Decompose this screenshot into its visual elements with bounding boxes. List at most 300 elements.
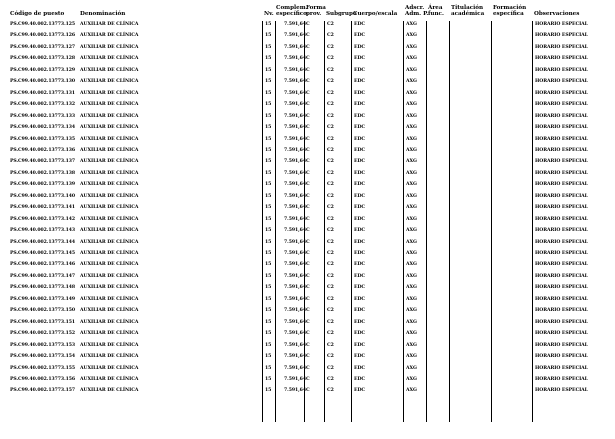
cell-complemento: 7.591,64 xyxy=(284,239,306,245)
cell-forma: C xyxy=(306,79,310,85)
cell-cuerpo: EDC xyxy=(354,79,365,85)
table-row xyxy=(0,376,615,387)
cell-complemento: 7.591,64 xyxy=(284,113,306,119)
cell-cuerpo: EDC xyxy=(354,159,365,165)
table-row xyxy=(0,365,615,376)
header-subgrupo: Subgrupo xyxy=(326,11,357,17)
cell-adscripcion: AXG xyxy=(406,170,417,176)
cell-nivel: 15 xyxy=(265,136,272,142)
cell-nivel: 15 xyxy=(265,228,272,234)
cell-observaciones: HORARIO ESPECIAL xyxy=(535,331,588,337)
cell-cuerpo: EDC xyxy=(354,182,365,188)
cell-cuerpo: EDC xyxy=(354,205,365,211)
cell-adscripcion: AXG xyxy=(406,342,417,348)
cell-forma: C xyxy=(306,342,310,348)
cell-complemento: 7.591,64 xyxy=(284,319,306,325)
cell-forma: C xyxy=(306,170,310,176)
cell-nivel: 15 xyxy=(265,342,272,348)
cell-subgrupo: C2 xyxy=(327,79,334,85)
cell-adscripcion: AXG xyxy=(406,79,417,85)
cell-codigo: PS.C99.40.002.13773.147 xyxy=(10,273,76,279)
cell-forma: C xyxy=(306,182,310,188)
cell-forma: C xyxy=(306,102,310,108)
table-row xyxy=(0,67,615,78)
cell-subgrupo: C2 xyxy=(327,22,334,27)
cell-denominacion: AUXILIAR DE CLÍNICA xyxy=(80,205,139,211)
header-nivel: Nv. xyxy=(264,11,274,17)
cell-forma: C xyxy=(306,205,310,211)
cell-cuerpo: EDC xyxy=(354,113,365,119)
cell-complemento: 7.591,64 xyxy=(284,22,306,27)
cell-complemento: 7.591,64 xyxy=(284,102,306,108)
cell-subgrupo: C2 xyxy=(327,239,334,245)
cell-nivel: 15 xyxy=(265,67,272,73)
cell-complemento: 7.591,64 xyxy=(284,67,306,73)
table-row xyxy=(0,21,615,32)
cell-codigo: PS.C99.40.002.13773.137 xyxy=(10,159,76,165)
header-titulacion-line2: académica xyxy=(451,11,485,17)
cell-adscripcion: AXG xyxy=(406,251,417,256)
table-row xyxy=(0,216,615,227)
cell-forma: C xyxy=(306,296,310,302)
cell-observaciones: HORARIO ESPECIAL xyxy=(535,90,588,96)
cell-observaciones: HORARIO ESPECIAL xyxy=(535,319,588,325)
header-complemento-line1: Complem. xyxy=(276,5,308,11)
cell-adscripcion: AXG xyxy=(406,388,417,394)
header-forma-line1: Forma xyxy=(306,5,326,11)
cell-adscripcion: AXG xyxy=(406,147,417,153)
cell-nivel: 15 xyxy=(265,159,272,165)
table-row xyxy=(0,113,615,124)
cell-cuerpo: EDC xyxy=(354,285,365,291)
table-row xyxy=(0,170,615,181)
cell-codigo: PS.C99.40.002.13773.157 xyxy=(10,388,76,394)
cell-cuerpo: EDC xyxy=(354,44,365,50)
cell-cuerpo: EDC xyxy=(354,136,365,142)
table-row xyxy=(0,136,615,147)
cell-complemento: 7.591,64 xyxy=(284,342,306,348)
cell-nivel: 15 xyxy=(265,56,272,62)
cell-observaciones: HORARIO ESPECIAL xyxy=(535,147,588,153)
cell-denominacion: AUXILIAR DE CLÍNICA xyxy=(80,159,139,165)
cell-subgrupo: C2 xyxy=(327,182,334,188)
cell-denominacion: AUXILIAR DE CLÍNICA xyxy=(80,22,139,27)
header-cuerpo: Cuerpo/escala xyxy=(353,11,398,17)
cell-observaciones: HORARIO ESPECIAL xyxy=(535,170,588,176)
cell-complemento: 7.591,64 xyxy=(284,251,306,256)
table-row xyxy=(0,55,615,66)
cell-nivel: 15 xyxy=(265,216,272,222)
cell-subgrupo: C2 xyxy=(327,56,334,62)
cell-adscripcion: AXG xyxy=(406,44,417,50)
cell-complemento: 7.591,64 xyxy=(284,216,306,222)
cell-denominacion: AUXILIAR DE CLÍNICA xyxy=(80,354,139,360)
cell-nivel: 15 xyxy=(265,251,272,256)
cell-denominacion: AUXILIAR DE CLÍNICA xyxy=(80,342,139,348)
cell-nivel: 15 xyxy=(265,319,272,325)
cell-observaciones: HORARIO ESPECIAL xyxy=(535,251,588,256)
cell-codigo: PS.C99.40.002.13773.151 xyxy=(10,319,76,325)
cell-observaciones: HORARIO ESPECIAL xyxy=(535,388,588,394)
cell-denominacion: AUXILIAR DE CLÍNICA xyxy=(80,56,139,62)
cell-cuerpo: EDC xyxy=(354,365,365,371)
cell-subgrupo: C2 xyxy=(327,365,334,371)
cell-cuerpo: EDC xyxy=(354,125,365,131)
cell-subgrupo: C2 xyxy=(327,262,334,268)
table-row xyxy=(0,181,615,192)
cell-complemento: 7.591,64 xyxy=(284,285,306,291)
cell-subgrupo: C2 xyxy=(327,319,334,325)
cell-subgrupo: C2 xyxy=(327,228,334,234)
cell-forma: C xyxy=(306,319,310,325)
cell-subgrupo: C2 xyxy=(327,136,334,142)
cell-observaciones: HORARIO ESPECIAL xyxy=(535,376,588,382)
table-header xyxy=(0,3,615,22)
cell-denominacion: AUXILIAR DE CLÍNICA xyxy=(80,273,139,279)
cell-subgrupo: C2 xyxy=(327,193,334,199)
cell-forma: C xyxy=(306,147,310,153)
cell-subgrupo: C2 xyxy=(327,113,334,119)
cell-denominacion: AUXILIAR DE CLÍNICA xyxy=(80,33,139,39)
cell-observaciones: HORARIO ESPECIAL xyxy=(535,56,588,62)
table-row xyxy=(0,32,615,43)
cell-denominacion: AUXILIAR DE CLÍNICA xyxy=(80,365,139,371)
cell-forma: C xyxy=(306,262,310,268)
cell-forma: C xyxy=(306,376,310,382)
cell-complemento: 7.591,64 xyxy=(284,193,306,199)
header-titulacion-line1: Titulación xyxy=(451,5,484,11)
cell-subgrupo: C2 xyxy=(327,308,334,314)
cell-denominacion: AUXILIAR DE CLÍNICA xyxy=(80,125,139,131)
table-row xyxy=(0,124,615,135)
cell-observaciones: HORARIO ESPECIAL xyxy=(535,22,588,27)
cell-denominacion: AUXILIAR DE CLÍNICA xyxy=(80,319,139,325)
cell-forma: C xyxy=(306,239,310,245)
cell-observaciones: HORARIO ESPECIAL xyxy=(535,342,588,348)
cell-observaciones: HORARIO ESPECIAL xyxy=(535,365,588,371)
cell-subgrupo: C2 xyxy=(327,273,334,279)
header-codigo: Código de puesto xyxy=(10,11,65,17)
cell-observaciones: HORARIO ESPECIAL xyxy=(535,354,588,360)
cell-nivel: 15 xyxy=(265,239,272,245)
table-row xyxy=(0,90,615,101)
cell-codigo: PS.C99.40.002.13773.126 xyxy=(10,33,76,39)
cell-complemento: 7.591,64 xyxy=(284,331,306,337)
cell-denominacion: AUXILIAR DE CLÍNICA xyxy=(80,228,139,234)
cell-observaciones: HORARIO ESPECIAL xyxy=(535,125,588,131)
cell-adscripcion: AXG xyxy=(406,205,417,211)
cell-forma: C xyxy=(306,285,310,291)
table-row xyxy=(0,387,615,398)
cell-observaciones: HORARIO ESPECIAL xyxy=(535,182,588,188)
cell-codigo: PS.C99.40.002.13773.149 xyxy=(10,296,76,302)
table-row xyxy=(0,78,615,89)
cell-complemento: 7.591,64 xyxy=(284,170,306,176)
cell-cuerpo: EDC xyxy=(354,216,365,222)
cell-cuerpo: EDC xyxy=(354,239,365,245)
cell-subgrupo: C2 xyxy=(327,354,334,360)
table-row xyxy=(0,319,615,330)
cell-codigo: PS.C99.40.002.13773.135 xyxy=(10,136,76,142)
cell-complemento: 7.591,64 xyxy=(284,273,306,279)
cell-adscripcion: AXG xyxy=(406,354,417,360)
cell-complemento: 7.591,64 xyxy=(284,182,306,188)
cell-cuerpo: EDC xyxy=(354,342,365,348)
cell-observaciones: HORARIO ESPECIAL xyxy=(535,113,588,119)
cell-observaciones: HORARIO ESPECIAL xyxy=(535,262,588,268)
cell-codigo: PS.C99.40.002.13773.132 xyxy=(10,102,76,108)
cell-cuerpo: EDC xyxy=(354,308,365,314)
cell-forma: C xyxy=(306,44,310,50)
cell-observaciones: HORARIO ESPECIAL xyxy=(535,216,588,222)
cell-cuerpo: EDC xyxy=(354,193,365,199)
cell-nivel: 15 xyxy=(265,22,272,27)
cell-adscripcion: AXG xyxy=(406,102,417,108)
header-observaciones: Observaciones xyxy=(534,11,580,17)
cell-observaciones: HORARIO ESPECIAL xyxy=(535,205,588,211)
cell-subgrupo: C2 xyxy=(327,90,334,96)
cell-cuerpo: EDC xyxy=(354,67,365,73)
cell-cuerpo: EDC xyxy=(354,354,365,360)
cell-codigo: PS.C99.40.002.13773.127 xyxy=(10,44,76,50)
cell-subgrupo: C2 xyxy=(327,342,334,348)
cell-denominacion: AUXILIAR DE CLÍNICA xyxy=(80,251,139,256)
cell-complemento: 7.591,64 xyxy=(284,90,306,96)
cell-nivel: 15 xyxy=(265,308,272,314)
cell-nivel: 15 xyxy=(265,90,272,96)
table-row xyxy=(0,44,615,55)
cell-complemento: 7.591,64 xyxy=(284,205,306,211)
cell-subgrupo: C2 xyxy=(327,33,334,39)
cell-observaciones: HORARIO ESPECIAL xyxy=(535,136,588,142)
table-row xyxy=(0,147,615,158)
table-row xyxy=(0,307,615,318)
cell-adscripcion: AXG xyxy=(406,125,417,131)
cell-adscripcion: AXG xyxy=(406,113,417,119)
cell-cuerpo: EDC xyxy=(354,90,365,96)
table-row xyxy=(0,227,615,238)
cell-cuerpo: EDC xyxy=(354,22,365,27)
table-row xyxy=(0,296,615,307)
cell-codigo: PS.C99.40.002.13773.140 xyxy=(10,193,76,199)
cell-subgrupo: C2 xyxy=(327,285,334,291)
cell-denominacion: AUXILIAR DE CLÍNICA xyxy=(80,113,139,119)
cell-denominacion: AUXILIAR DE CLÍNICA xyxy=(80,216,139,222)
cell-codigo: PS.C99.40.002.13773.129 xyxy=(10,67,76,73)
cell-forma: C xyxy=(306,251,310,256)
cell-denominacion: AUXILIAR DE CLÍNICA xyxy=(80,285,139,291)
cell-observaciones: HORARIO ESPECIAL xyxy=(535,33,588,39)
cell-subgrupo: C2 xyxy=(327,388,334,394)
cell-adscripcion: AXG xyxy=(406,56,417,62)
cell-codigo: PS.C99.40.002.13773.136 xyxy=(10,147,76,153)
cell-nivel: 15 xyxy=(265,354,272,360)
cell-codigo: PS.C99.40.002.13773.156 xyxy=(10,376,76,382)
cell-complemento: 7.591,64 xyxy=(284,79,306,85)
table-row xyxy=(0,342,615,353)
cell-codigo: PS.C99.40.002.13773.138 xyxy=(10,170,76,176)
cell-subgrupo: C2 xyxy=(327,159,334,165)
cell-observaciones: HORARIO ESPECIAL xyxy=(535,79,588,85)
table-row xyxy=(0,353,615,364)
cell-denominacion: AUXILIAR DE CLÍNICA xyxy=(80,90,139,96)
cell-adscripcion: AXG xyxy=(406,182,417,188)
table-row xyxy=(0,239,615,250)
table-row xyxy=(0,158,615,169)
cell-forma: C xyxy=(306,159,310,165)
cell-codigo: PS.C99.40.002.13773.146 xyxy=(10,262,76,268)
cell-complemento: 7.591,64 xyxy=(284,33,306,39)
cell-complemento: 7.591,64 xyxy=(284,228,306,234)
cell-codigo: PS.C99.40.002.13773.145 xyxy=(10,251,76,256)
cell-forma: C xyxy=(306,33,310,39)
cell-nivel: 15 xyxy=(265,33,272,39)
cell-nivel: 15 xyxy=(265,182,272,188)
cell-complemento: 7.591,64 xyxy=(284,376,306,382)
cell-adscripcion: AXG xyxy=(406,22,417,27)
cell-nivel: 15 xyxy=(265,205,272,211)
cell-codigo: PS.C99.40.002.13773.134 xyxy=(10,125,76,131)
cell-forma: C xyxy=(306,388,310,394)
cell-forma: C xyxy=(306,308,310,314)
cell-denominacion: AUXILIAR DE CLÍNICA xyxy=(80,170,139,176)
cell-forma: C xyxy=(306,216,310,222)
cell-observaciones: HORARIO ESPECIAL xyxy=(535,102,588,108)
cell-denominacion: AUXILIAR DE CLÍNICA xyxy=(80,376,139,382)
cell-adscripcion: AXG xyxy=(406,216,417,222)
cell-nivel: 15 xyxy=(265,376,272,382)
table-row xyxy=(0,101,615,112)
cell-denominacion: AUXILIAR DE CLÍNICA xyxy=(80,67,139,73)
cell-adscripcion: AXG xyxy=(406,319,417,325)
cell-adscripcion: AXG xyxy=(406,239,417,245)
cell-cuerpo: EDC xyxy=(354,319,365,325)
cell-codigo: PS.C99.40.002.13773.155 xyxy=(10,365,76,371)
cell-subgrupo: C2 xyxy=(327,376,334,382)
cell-adscripcion: AXG xyxy=(406,376,417,382)
cell-cuerpo: EDC xyxy=(354,273,365,279)
cell-codigo: PS.C99.40.002.13773.144 xyxy=(10,239,76,245)
header-formacion-line1: Formación xyxy=(493,5,527,11)
cell-cuerpo: EDC xyxy=(354,251,365,256)
cell-cuerpo: EDC xyxy=(354,228,365,234)
cell-subgrupo: C2 xyxy=(327,251,334,256)
cell-nivel: 15 xyxy=(265,365,272,371)
cell-adscripcion: AXG xyxy=(406,90,417,96)
table-row xyxy=(0,250,615,261)
header-complemento-line2: específico xyxy=(276,11,307,17)
cell-observaciones: HORARIO ESPECIAL xyxy=(535,273,588,279)
cell-complemento: 7.591,64 xyxy=(284,159,306,165)
cell-complemento: 7.591,64 xyxy=(284,56,306,62)
cell-adscripcion: AXG xyxy=(406,228,417,234)
cell-nivel: 15 xyxy=(265,102,272,108)
cell-cuerpo: EDC xyxy=(354,296,365,302)
cell-complemento: 7.591,64 xyxy=(284,44,306,50)
header-area-line2: func. xyxy=(428,11,444,17)
cell-subgrupo: C2 xyxy=(327,147,334,153)
cell-forma: C xyxy=(306,136,310,142)
cell-cuerpo: EDC xyxy=(354,102,365,108)
cell-complemento: 7.591,64 xyxy=(284,365,306,371)
cell-nivel: 15 xyxy=(265,170,272,176)
table-row xyxy=(0,193,615,204)
cell-cuerpo: EDC xyxy=(354,262,365,268)
cell-cuerpo: EDC xyxy=(354,388,365,394)
cell-forma: C xyxy=(306,193,310,199)
cell-forma: C xyxy=(306,56,310,62)
cell-nivel: 15 xyxy=(265,273,272,279)
cell-codigo: PS.C99.40.002.13773.130 xyxy=(10,79,76,85)
cell-observaciones: HORARIO ESPECIAL xyxy=(535,308,588,314)
header-adscripcion-line2: Adm. P. xyxy=(405,11,429,17)
cell-codigo: PS.C99.40.002.13773.139 xyxy=(10,182,76,188)
cell-adscripcion: AXG xyxy=(406,159,417,165)
cell-subgrupo: C2 xyxy=(327,296,334,302)
cell-denominacion: AUXILIAR DE CLÍNICA xyxy=(80,388,139,394)
cell-nivel: 15 xyxy=(265,125,272,131)
cell-forma: C xyxy=(306,273,310,279)
cell-nivel: 15 xyxy=(265,285,272,291)
header-forma-line2: prov. xyxy=(306,11,322,17)
cell-forma: C xyxy=(306,125,310,131)
header-adscripcion-line1: Adscr. xyxy=(405,5,425,11)
cell-complemento: 7.591,64 xyxy=(284,125,306,131)
table-row xyxy=(0,284,615,295)
cell-codigo: PS.C99.40.002.13773.128 xyxy=(10,56,76,62)
cell-complemento: 7.591,64 xyxy=(284,262,306,268)
cell-observaciones: HORARIO ESPECIAL xyxy=(535,193,588,199)
cell-adscripcion: AXG xyxy=(406,136,417,142)
cell-denominacion: AUXILIAR DE CLÍNICA xyxy=(80,296,139,302)
table-row xyxy=(0,204,615,215)
cell-adscripcion: AXG xyxy=(406,331,417,337)
cell-denominacion: AUXILIAR DE CLÍNICA xyxy=(80,147,139,153)
cell-codigo: PS.C99.40.002.13773.148 xyxy=(10,285,76,291)
cell-complemento: 7.591,64 xyxy=(284,388,306,394)
header-area-line1: Área xyxy=(428,5,443,11)
cell-codigo: PS.C99.40.002.13773.153 xyxy=(10,342,76,348)
cell-nivel: 15 xyxy=(265,331,272,337)
cell-adscripcion: AXG xyxy=(406,33,417,39)
cell-adscripcion: AXG xyxy=(406,285,417,291)
cell-complemento: 7.591,64 xyxy=(284,136,306,142)
cell-cuerpo: EDC xyxy=(354,56,365,62)
cell-denominacion: AUXILIAR DE CLÍNICA xyxy=(80,136,139,142)
cell-nivel: 15 xyxy=(265,388,272,394)
cell-complemento: 7.591,64 xyxy=(284,354,306,360)
cell-forma: C xyxy=(306,22,310,27)
cell-cuerpo: EDC xyxy=(354,331,365,337)
cell-denominacion: AUXILIAR DE CLÍNICA xyxy=(80,308,139,314)
cell-adscripcion: AXG xyxy=(406,193,417,199)
cell-subgrupo: C2 xyxy=(327,67,334,73)
cell-codigo: PS.C99.40.002.13773.125 xyxy=(10,22,76,27)
cell-adscripcion: AXG xyxy=(406,67,417,73)
cell-nivel: 15 xyxy=(265,147,272,153)
cell-codigo: PS.C99.40.002.13773.133 xyxy=(10,113,76,119)
cell-subgrupo: C2 xyxy=(327,125,334,131)
cell-cuerpo: EDC xyxy=(354,376,365,382)
cell-forma: C xyxy=(306,90,310,96)
cell-subgrupo: C2 xyxy=(327,216,334,222)
cell-codigo: PS.C99.40.002.13773.141 xyxy=(10,205,76,211)
cell-nivel: 15 xyxy=(265,262,272,268)
cell-observaciones: HORARIO ESPECIAL xyxy=(535,44,588,50)
cell-denominacion: AUXILIAR DE CLÍNICA xyxy=(80,102,139,108)
cell-forma: C xyxy=(306,228,310,234)
cell-adscripcion: AXG xyxy=(406,296,417,302)
